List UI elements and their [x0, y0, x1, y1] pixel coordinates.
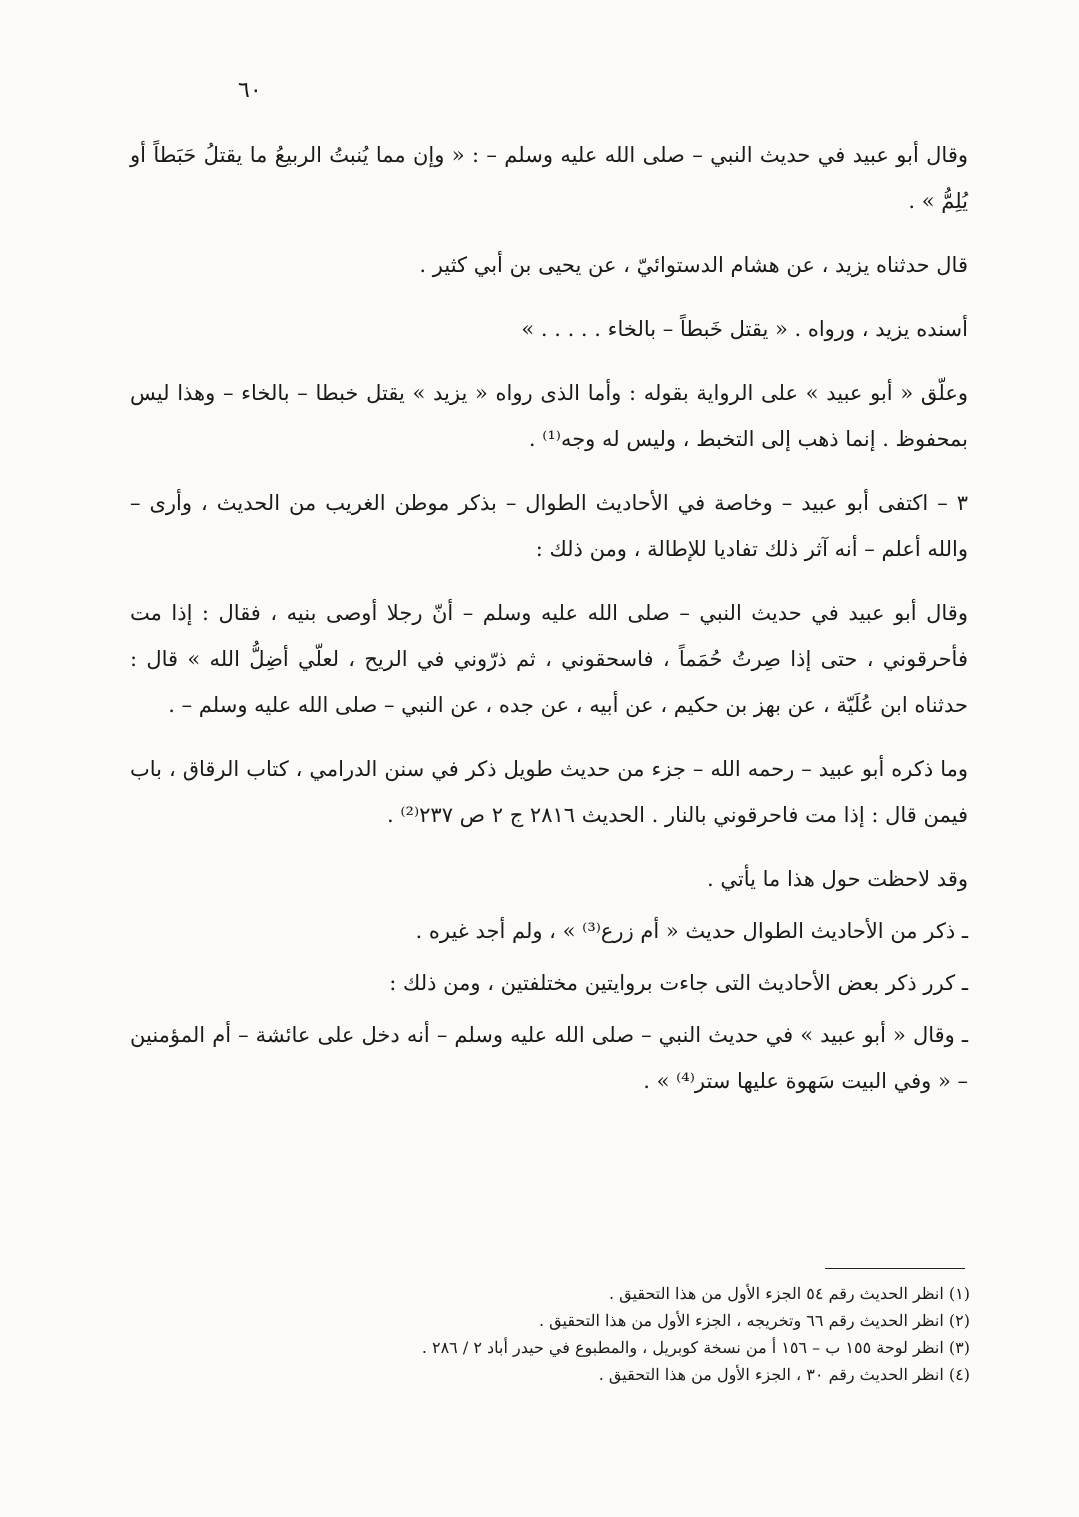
paragraph: أسنده يزيد ، ورواه . « يقتل خَبطاً – بالخاء . . . . . » — [521, 317, 968, 341]
footnote-divider — [825, 1268, 965, 1269]
footnote: (٣) انظر لوحة ١٥٥ ب – ١٥٦ أ من نسخة كوبريل ، والمطبوع في حيدر أباد ٢ / ٢٨٦ . — [421, 1338, 970, 1357]
paragraph: ـ كرر ذكر بعض الأحاديث التى جاءت بروايتين مختلفتين ، ومن ذلك : — [389, 971, 968, 995]
footnote: (٢) انظر الحديث رقم ٦٦ وتخريجه ، الجزء الأول من هذا التحقيق . — [538, 1311, 970, 1330]
footnote: (١) انظر الحديث رقم ٥٤ الجزء الأول من هذا التحقيق . — [609, 1284, 970, 1303]
paragraph: ٣ – اكتفى أبو عبيد – وخاصة في الأحاديث الطوال – بذكر موطن الغريب من الحديث ، وأرى – والله أعلم – أنه آثر ذلك تفاديا للإطالة ، ومن ذلك : — [130, 491, 968, 561]
footnote: (٤) انظر الحديث رقم ٣٠ ، الجزء الأول من هذا التحقيق . — [598, 1365, 970, 1384]
body-text — [130, 132, 968, 1122]
paragraph: قال حدثناه يزيد ، عن هشام الدستوائيّ ، عن يحيى بن أبي كثير . — [419, 253, 968, 277]
paragraph: وقال أبو عبيد في حديث النبي – صلى الله عليه وسلم – : « وإن مما يُنبتُ الربيعُ ما يقتلُ حَبَطاً أو يُلِمُّ » . — [130, 143, 968, 213]
page-number: ٦٠ — [238, 78, 262, 103]
paragraph: وقد لاحظت حول هذا ما يأتي . — [707, 867, 968, 891]
paragraph: ـ ذكر من الأحاديث الطوال حديث « أم زرع⁽³⁾ » ، ولم أجد غيره . — [415, 919, 968, 943]
paragraph: وقال أبو عبيد في حديث النبي – صلى الله عليه وسلم – أنّ رجلا أوصى بنيه ، فقال : إذا مت فأحرقوني ، حتى إذا صِرتُ حُمَماً ، فاسحقوني ، ثم ذرّوني في الريح ، لعلّي أضِلُّ الله » قال : حدثناه ابن عُلَيّة ، عن بهز بن حكيم ، عن أبيه ، عن جده ، عن النبي – صلى الله عليه وسلم – . — [130, 601, 968, 717]
paragraph: وما ذكره أبو عبيد – رحمه الله – جزء من حديث طويل ذكر في سنن الدرامي ، كتاب الرقاق ، باب فيمن قال : إذا مت فاحرقوني بالنار . الحديث ٢٨١٦ ج ٢ ص ٢٣٧⁽²⁾ . — [130, 757, 968, 827]
paragraph: ـ وقال « أبو عبيد » في حديث النبي – صلى الله عليه وسلم – أنه دخل على عائشة – أم المؤمنين – « وفي البيت سَهوة عليها ستر⁽⁴⁾ » . — [130, 1023, 968, 1093]
paragraph: وعلّق « أبو عبيد » على الرواية بقوله : وأما الذى رواه « يزيد » يقتل خبطا – بالخاء – وهذا ليس بمحفوظ . إنما ذهب إلى التخبط ، وليس له وجه⁽¹⁾ . — [130, 381, 968, 451]
footnotes — [150, 1280, 970, 1388]
